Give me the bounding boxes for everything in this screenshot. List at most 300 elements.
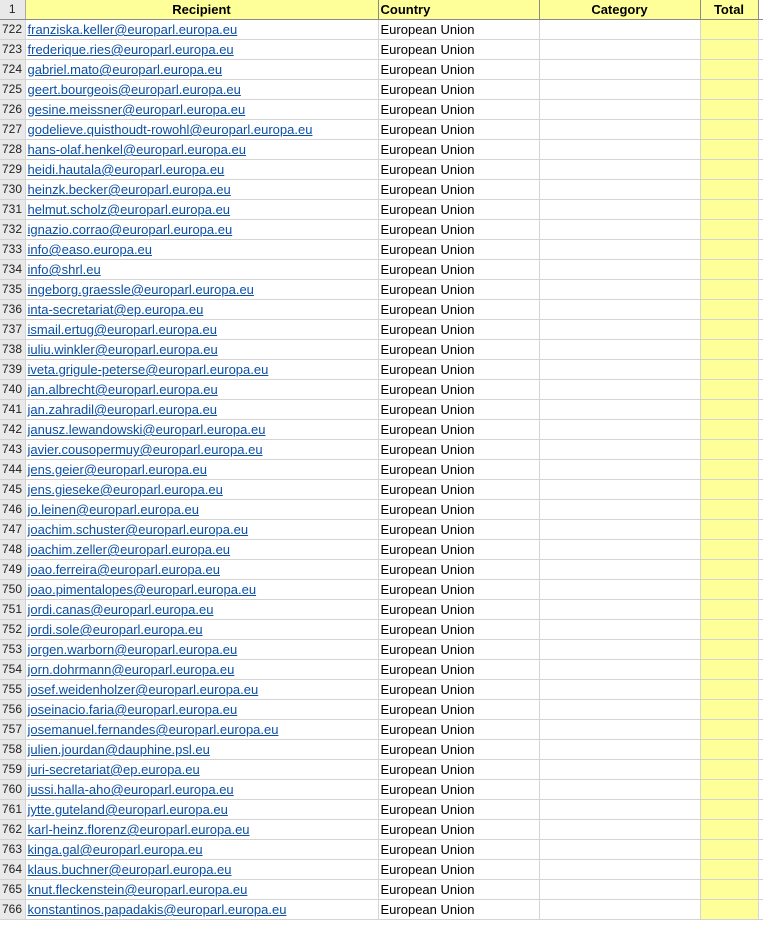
empty-cell[interactable] bbox=[758, 660, 763, 680]
row-number[interactable]: 750 bbox=[0, 580, 25, 600]
total-cell[interactable] bbox=[700, 180, 758, 200]
recipient-cell[interactable] bbox=[25, 340, 378, 360]
empty-cell[interactable] bbox=[758, 240, 763, 260]
recipient-email-link[interactable]: jan.albrecht@europarl.europa.eu bbox=[27, 382, 218, 397]
total-cell[interactable] bbox=[700, 620, 758, 640]
row-number[interactable]: 729 bbox=[0, 160, 25, 180]
recipient-cell[interactable] bbox=[25, 660, 378, 680]
row-number[interactable]: 751 bbox=[0, 600, 25, 620]
total-cell[interactable] bbox=[700, 900, 758, 920]
country-cell[interactable]: European Union bbox=[378, 40, 539, 60]
total-cell[interactable] bbox=[700, 380, 758, 400]
recipient-cell[interactable] bbox=[25, 200, 378, 220]
total-cell[interactable] bbox=[700, 800, 758, 820]
recipient-email-link[interactable]: jordi.sole@europarl.europa.eu bbox=[27, 622, 203, 637]
total-cell[interactable] bbox=[700, 60, 758, 80]
empty-cell[interactable] bbox=[758, 300, 763, 320]
recipient-cell[interactable] bbox=[25, 360, 378, 380]
empty-cell[interactable] bbox=[758, 640, 763, 660]
row-number[interactable]: 758 bbox=[0, 740, 25, 760]
category-cell[interactable] bbox=[539, 280, 700, 300]
category-cell[interactable] bbox=[539, 260, 700, 280]
recipient-cell[interactable] bbox=[25, 580, 378, 600]
row-number-header[interactable]: 1 bbox=[0, 0, 25, 20]
recipient-cell[interactable] bbox=[25, 800, 378, 820]
total-cell[interactable] bbox=[700, 160, 758, 180]
recipient-cell[interactable] bbox=[25, 880, 378, 900]
category-column-header[interactable]: Category bbox=[539, 0, 700, 20]
total-cell[interactable] bbox=[700, 660, 758, 680]
country-cell[interactable]: European Union bbox=[378, 660, 539, 680]
empty-cell[interactable] bbox=[758, 540, 763, 560]
recipient-email-link[interactable]: joao.ferreira@europarl.europa.eu bbox=[27, 562, 220, 577]
category-cell[interactable] bbox=[539, 840, 700, 860]
recipient-cell[interactable] bbox=[25, 640, 378, 660]
empty-cell[interactable] bbox=[758, 220, 763, 240]
empty-cell[interactable] bbox=[758, 260, 763, 280]
recipient-cell[interactable] bbox=[25, 120, 378, 140]
empty-cell[interactable] bbox=[758, 60, 763, 80]
country-cell[interactable]: European Union bbox=[378, 680, 539, 700]
category-cell[interactable] bbox=[539, 700, 700, 720]
category-cell[interactable] bbox=[539, 380, 700, 400]
country-cell[interactable]: European Union bbox=[378, 160, 539, 180]
total-cell[interactable] bbox=[700, 360, 758, 380]
category-cell[interactable] bbox=[539, 140, 700, 160]
empty-cell[interactable] bbox=[758, 340, 763, 360]
row-number[interactable]: 722 bbox=[0, 20, 25, 40]
recipient-cell[interactable] bbox=[25, 500, 378, 520]
category-cell[interactable] bbox=[539, 460, 700, 480]
country-cell[interactable]: European Union bbox=[378, 420, 539, 440]
total-cell[interactable] bbox=[700, 880, 758, 900]
row-number[interactable]: 761 bbox=[0, 800, 25, 820]
recipient-email-link[interactable]: joachim.schuster@europarl.europa.eu bbox=[27, 522, 249, 537]
category-cell[interactable] bbox=[539, 340, 700, 360]
recipient-email-link[interactable]: jorn.dohrmann@europarl.europa.eu bbox=[27, 662, 235, 677]
empty-cell[interactable] bbox=[758, 200, 763, 220]
country-cell[interactable]: European Union bbox=[378, 480, 539, 500]
country-cell[interactable]: European Union bbox=[378, 60, 539, 80]
country-cell[interactable]: European Union bbox=[378, 860, 539, 880]
row-number[interactable]: 766 bbox=[0, 900, 25, 920]
empty-cell[interactable] bbox=[758, 420, 763, 440]
recipient-cell[interactable] bbox=[25, 520, 378, 540]
total-cell[interactable] bbox=[700, 580, 758, 600]
country-cell[interactable]: European Union bbox=[378, 700, 539, 720]
empty-cell[interactable] bbox=[758, 740, 763, 760]
recipient-cell[interactable] bbox=[25, 280, 378, 300]
recipient-email-link[interactable]: janusz.lewandowski@europarl.europa.eu bbox=[27, 422, 266, 437]
recipient-cell[interactable] bbox=[25, 60, 378, 80]
recipient-email-link[interactable]: jordi.canas@europarl.europa.eu bbox=[27, 602, 214, 617]
total-cell[interactable] bbox=[700, 420, 758, 440]
recipient-email-link[interactable]: iveta.grigule-peterse@europarl.europa.eu bbox=[27, 362, 269, 377]
total-cell[interactable] bbox=[700, 820, 758, 840]
empty-cell[interactable] bbox=[758, 580, 763, 600]
category-cell[interactable] bbox=[539, 860, 700, 880]
row-number[interactable]: 732 bbox=[0, 220, 25, 240]
recipient-email-link[interactable]: heidi.hautala@europarl.europa.eu bbox=[27, 162, 225, 177]
category-cell[interactable] bbox=[539, 600, 700, 620]
empty-cell[interactable] bbox=[758, 520, 763, 540]
recipient-email-link[interactable]: joachim.zeller@europarl.europa.eu bbox=[27, 542, 231, 557]
category-cell[interactable] bbox=[539, 200, 700, 220]
country-cell[interactable]: European Union bbox=[378, 260, 539, 280]
recipient-email-link[interactable]: info@shrl.eu bbox=[27, 262, 101, 277]
row-number[interactable]: 754 bbox=[0, 660, 25, 680]
empty-cell[interactable] bbox=[758, 720, 763, 740]
country-cell[interactable]: European Union bbox=[378, 640, 539, 660]
recipient-cell[interactable] bbox=[25, 300, 378, 320]
row-number[interactable]: 764 bbox=[0, 860, 25, 880]
category-cell[interactable] bbox=[539, 820, 700, 840]
empty-cell[interactable] bbox=[758, 400, 763, 420]
row-number[interactable]: 725 bbox=[0, 80, 25, 100]
recipient-email-link[interactable]: hans-olaf.henkel@europarl.europa.eu bbox=[27, 142, 246, 157]
category-cell[interactable] bbox=[539, 160, 700, 180]
row-number[interactable]: 736 bbox=[0, 300, 25, 320]
row-number[interactable]: 737 bbox=[0, 320, 25, 340]
category-cell[interactable] bbox=[539, 360, 700, 380]
recipient-cell[interactable] bbox=[25, 620, 378, 640]
total-cell[interactable] bbox=[700, 600, 758, 620]
recipient-cell[interactable] bbox=[25, 600, 378, 620]
row-number[interactable]: 742 bbox=[0, 420, 25, 440]
recipient-email-link[interactable]: jan.zahradil@europarl.europa.eu bbox=[27, 402, 218, 417]
recipient-cell[interactable] bbox=[25, 780, 378, 800]
recipient-email-link[interactable]: frederique.ries@europarl.europa.eu bbox=[27, 42, 234, 57]
row-number[interactable]: 733 bbox=[0, 240, 25, 260]
row-number[interactable]: 752 bbox=[0, 620, 25, 640]
recipient-email-link[interactable]: joseinacio.faria@europarl.europa.eu bbox=[27, 702, 238, 717]
row-number[interactable]: 731 bbox=[0, 200, 25, 220]
row-number[interactable]: 763 bbox=[0, 840, 25, 860]
recipient-email-link[interactable]: jussi.halla-aho@europarl.europa.eu bbox=[27, 782, 234, 797]
empty-cell[interactable] bbox=[758, 320, 763, 340]
row-number[interactable]: 756 bbox=[0, 700, 25, 720]
category-cell[interactable] bbox=[539, 480, 700, 500]
recipient-email-link[interactable]: javier.cousopermuy@europarl.europa.eu bbox=[27, 442, 263, 457]
recipient-cell[interactable] bbox=[25, 440, 378, 460]
country-cell[interactable]: European Union bbox=[378, 580, 539, 600]
recipient-cell[interactable] bbox=[25, 720, 378, 740]
total-cell[interactable] bbox=[700, 400, 758, 420]
category-cell[interactable] bbox=[539, 560, 700, 580]
country-cell[interactable]: European Union bbox=[378, 520, 539, 540]
recipient-cell[interactable] bbox=[25, 20, 378, 40]
country-cell[interactable]: European Union bbox=[378, 800, 539, 820]
country-cell[interactable]: European Union bbox=[378, 220, 539, 240]
empty-cell[interactable] bbox=[758, 700, 763, 720]
total-cell[interactable] bbox=[700, 640, 758, 660]
row-number[interactable]: 753 bbox=[0, 640, 25, 660]
recipient-cell[interactable] bbox=[25, 80, 378, 100]
empty-cell[interactable] bbox=[758, 40, 763, 60]
total-cell[interactable] bbox=[700, 300, 758, 320]
total-cell[interactable] bbox=[700, 100, 758, 120]
country-cell[interactable]: European Union bbox=[378, 200, 539, 220]
recipient-email-link[interactable]: jo.leinen@europarl.europa.eu bbox=[27, 502, 199, 517]
empty-cell[interactable] bbox=[758, 600, 763, 620]
total-cell[interactable] bbox=[700, 700, 758, 720]
recipient-cell[interactable] bbox=[25, 380, 378, 400]
recipient-cell[interactable] bbox=[25, 240, 378, 260]
recipient-cell[interactable] bbox=[25, 140, 378, 160]
category-cell[interactable] bbox=[539, 60, 700, 80]
country-cell[interactable]: European Union bbox=[378, 360, 539, 380]
recipient-column-header[interactable]: Recipient bbox=[25, 0, 378, 20]
recipient-email-link[interactable]: konstantinos.papadakis@europarl.europa.eu bbox=[27, 902, 287, 917]
country-cell[interactable]: European Union bbox=[378, 880, 539, 900]
category-cell[interactable] bbox=[539, 220, 700, 240]
country-cell[interactable]: European Union bbox=[378, 120, 539, 140]
recipient-cell[interactable] bbox=[25, 460, 378, 480]
recipient-email-link[interactable]: geert.bourgeois@europarl.europa.eu bbox=[27, 82, 241, 97]
country-cell[interactable]: European Union bbox=[378, 500, 539, 520]
total-column-header[interactable]: Total bbox=[700, 0, 758, 20]
row-number[interactable]: 738 bbox=[0, 340, 25, 360]
empty-cell[interactable] bbox=[758, 900, 763, 920]
recipient-cell[interactable] bbox=[25, 820, 378, 840]
recipient-email-link[interactable]: josemanuel.fernandes@europarl.europa.eu bbox=[27, 722, 279, 737]
row-number[interactable]: 744 bbox=[0, 460, 25, 480]
country-cell[interactable]: European Union bbox=[378, 340, 539, 360]
recipient-email-link[interactable]: gesine.meissner@europarl.europa.eu bbox=[27, 102, 246, 117]
country-cell[interactable]: European Union bbox=[378, 240, 539, 260]
recipient-email-link[interactable]: kinga.gal@europarl.europa.eu bbox=[27, 842, 203, 857]
total-cell[interactable] bbox=[700, 440, 758, 460]
total-cell[interactable] bbox=[700, 680, 758, 700]
category-cell[interactable] bbox=[539, 240, 700, 260]
row-number[interactable]: 749 bbox=[0, 560, 25, 580]
empty-cell[interactable] bbox=[758, 100, 763, 120]
total-cell[interactable] bbox=[700, 740, 758, 760]
recipient-email-link[interactable]: joao.pimentalopes@europarl.europa.eu bbox=[27, 582, 257, 597]
recipient-email-link[interactable]: ingeborg.graessle@europarl.europa.eu bbox=[27, 282, 254, 297]
recipient-email-link[interactable]: info@easo.europa.eu bbox=[27, 242, 153, 257]
recipient-email-link[interactable]: jorgen.warborn@europarl.europa.eu bbox=[27, 642, 238, 657]
empty-cell[interactable] bbox=[758, 160, 763, 180]
row-number[interactable]: 759 bbox=[0, 760, 25, 780]
category-cell[interactable] bbox=[539, 800, 700, 820]
empty-cell[interactable] bbox=[758, 460, 763, 480]
recipient-cell[interactable] bbox=[25, 760, 378, 780]
total-cell[interactable] bbox=[700, 540, 758, 560]
country-cell[interactable]: European Union bbox=[378, 560, 539, 580]
recipient-cell[interactable] bbox=[25, 420, 378, 440]
recipient-email-link[interactable]: karl-heinz.florenz@europarl.europa.eu bbox=[27, 822, 250, 837]
recipient-cell[interactable] bbox=[25, 860, 378, 880]
category-cell[interactable] bbox=[539, 320, 700, 340]
recipient-email-link[interactable]: inta-secretariat@ep.europa.eu bbox=[27, 302, 204, 317]
recipient-cell[interactable] bbox=[25, 100, 378, 120]
category-cell[interactable] bbox=[539, 40, 700, 60]
recipient-cell[interactable] bbox=[25, 400, 378, 420]
empty-cell[interactable] bbox=[758, 800, 763, 820]
category-cell[interactable] bbox=[539, 760, 700, 780]
recipient-cell[interactable] bbox=[25, 700, 378, 720]
row-number[interactable]: 726 bbox=[0, 100, 25, 120]
empty-cell[interactable] bbox=[758, 760, 763, 780]
total-cell[interactable] bbox=[700, 480, 758, 500]
row-number[interactable]: 760 bbox=[0, 780, 25, 800]
recipient-email-link[interactable]: klaus.buchner@europarl.europa.eu bbox=[27, 862, 232, 877]
country-cell[interactable]: European Union bbox=[378, 400, 539, 420]
empty-cell[interactable] bbox=[758, 680, 763, 700]
category-cell[interactable] bbox=[539, 440, 700, 460]
country-cell[interactable]: European Union bbox=[378, 540, 539, 560]
row-number[interactable]: 740 bbox=[0, 380, 25, 400]
category-cell[interactable] bbox=[539, 500, 700, 520]
total-cell[interactable] bbox=[700, 340, 758, 360]
total-cell[interactable] bbox=[700, 840, 758, 860]
category-cell[interactable] bbox=[539, 120, 700, 140]
country-cell[interactable]: European Union bbox=[378, 460, 539, 480]
recipient-email-link[interactable]: ignazio.corrao@europarl.europa.eu bbox=[27, 222, 233, 237]
row-number[interactable]: 741 bbox=[0, 400, 25, 420]
country-cell[interactable]: European Union bbox=[378, 620, 539, 640]
recipient-email-link[interactable]: jytte.guteland@europarl.europa.eu bbox=[27, 802, 228, 817]
country-cell[interactable]: European Union bbox=[378, 720, 539, 740]
category-cell[interactable] bbox=[539, 740, 700, 760]
recipient-email-link[interactable]: jens.gieseke@europarl.europa.eu bbox=[27, 482, 223, 497]
recipient-email-link[interactable]: ismail.ertug@europarl.europa.eu bbox=[27, 322, 218, 337]
empty-cell[interactable] bbox=[758, 880, 763, 900]
recipient-email-link[interactable]: knut.fleckenstein@europarl.europa.eu bbox=[27, 882, 248, 897]
recipient-cell[interactable] bbox=[25, 900, 378, 920]
country-cell[interactable]: European Union bbox=[378, 820, 539, 840]
country-cell[interactable]: European Union bbox=[378, 20, 539, 40]
total-cell[interactable] bbox=[700, 780, 758, 800]
recipient-email-link[interactable]: juri-secretariat@ep.europa.eu bbox=[27, 762, 200, 777]
total-cell[interactable] bbox=[700, 40, 758, 60]
recipient-cell[interactable] bbox=[25, 160, 378, 180]
recipient-email-link[interactable]: iuliu.winkler@europarl.europa.eu bbox=[27, 342, 218, 357]
country-cell[interactable]: European Union bbox=[378, 80, 539, 100]
row-number[interactable]: 762 bbox=[0, 820, 25, 840]
total-cell[interactable] bbox=[700, 320, 758, 340]
category-cell[interactable] bbox=[539, 80, 700, 100]
total-cell[interactable] bbox=[700, 760, 758, 780]
category-cell[interactable] bbox=[539, 580, 700, 600]
recipient-cell[interactable] bbox=[25, 540, 378, 560]
recipient-email-link[interactable]: josef.weidenholzer@europarl.europa.eu bbox=[27, 682, 259, 697]
category-cell[interactable] bbox=[539, 540, 700, 560]
row-number[interactable]: 748 bbox=[0, 540, 25, 560]
category-cell[interactable] bbox=[539, 660, 700, 680]
row-number[interactable]: 724 bbox=[0, 60, 25, 80]
row-number[interactable]: 747 bbox=[0, 520, 25, 540]
total-cell[interactable] bbox=[700, 140, 758, 160]
total-cell[interactable] bbox=[700, 720, 758, 740]
category-cell[interactable] bbox=[539, 680, 700, 700]
recipient-cell[interactable] bbox=[25, 560, 378, 580]
recipient-cell[interactable] bbox=[25, 740, 378, 760]
empty-cell[interactable] bbox=[758, 620, 763, 640]
category-cell[interactable] bbox=[539, 420, 700, 440]
row-number[interactable]: 743 bbox=[0, 440, 25, 460]
empty-cell[interactable] bbox=[758, 80, 763, 100]
recipient-cell[interactable] bbox=[25, 220, 378, 240]
category-cell[interactable] bbox=[539, 20, 700, 40]
country-cell[interactable]: European Union bbox=[378, 100, 539, 120]
total-cell[interactable] bbox=[700, 500, 758, 520]
country-cell[interactable]: European Union bbox=[378, 600, 539, 620]
country-cell[interactable]: European Union bbox=[378, 440, 539, 460]
country-cell[interactable]: European Union bbox=[378, 180, 539, 200]
empty-cell[interactable] bbox=[758, 360, 763, 380]
category-cell[interactable] bbox=[539, 640, 700, 660]
recipient-email-link[interactable]: godelieve.quisthoudt-rowohl@europarl.europa.eu bbox=[27, 122, 313, 137]
country-cell[interactable]: European Union bbox=[378, 320, 539, 340]
category-cell[interactable] bbox=[539, 720, 700, 740]
empty-cell[interactable] bbox=[758, 440, 763, 460]
empty-cell[interactable] bbox=[758, 860, 763, 880]
row-number[interactable]: 746 bbox=[0, 500, 25, 520]
row-number[interactable]: 735 bbox=[0, 280, 25, 300]
empty-cell[interactable] bbox=[758, 820, 763, 840]
country-cell[interactable]: European Union bbox=[378, 280, 539, 300]
country-cell[interactable]: European Union bbox=[378, 760, 539, 780]
category-cell[interactable] bbox=[539, 780, 700, 800]
total-cell[interactable] bbox=[700, 20, 758, 40]
total-cell[interactable] bbox=[700, 520, 758, 540]
country-cell[interactable]: European Union bbox=[378, 840, 539, 860]
category-cell[interactable] bbox=[539, 900, 700, 920]
total-cell[interactable] bbox=[700, 80, 758, 100]
empty-cell[interactable] bbox=[758, 20, 763, 40]
row-number[interactable]: 745 bbox=[0, 480, 25, 500]
row-number[interactable]: 734 bbox=[0, 260, 25, 280]
total-cell[interactable] bbox=[700, 860, 758, 880]
row-number[interactable]: 739 bbox=[0, 360, 25, 380]
category-cell[interactable] bbox=[539, 620, 700, 640]
recipient-cell[interactable] bbox=[25, 840, 378, 860]
total-cell[interactable] bbox=[700, 260, 758, 280]
row-number[interactable]: 730 bbox=[0, 180, 25, 200]
total-cell[interactable] bbox=[700, 460, 758, 480]
category-cell[interactable] bbox=[539, 880, 700, 900]
recipient-email-link[interactable]: julien.jourdan@dauphine.psl.eu bbox=[27, 742, 210, 757]
row-number[interactable]: 723 bbox=[0, 40, 25, 60]
row-number[interactable]: 728 bbox=[0, 140, 25, 160]
empty-cell[interactable] bbox=[758, 500, 763, 520]
empty-cell[interactable] bbox=[758, 140, 763, 160]
empty-cell[interactable] bbox=[758, 560, 763, 580]
country-cell[interactable]: European Union bbox=[378, 140, 539, 160]
recipient-email-link[interactable]: heinzk.becker@europarl.europa.eu bbox=[27, 182, 231, 197]
total-cell[interactable] bbox=[700, 560, 758, 580]
recipient-cell[interactable] bbox=[25, 40, 378, 60]
row-number[interactable]: 757 bbox=[0, 720, 25, 740]
empty-cell[interactable] bbox=[758, 780, 763, 800]
recipient-email-link[interactable]: franziska.keller@europarl.europa.eu bbox=[27, 22, 238, 37]
category-cell[interactable] bbox=[539, 180, 700, 200]
country-column-header[interactable]: Country bbox=[378, 0, 539, 20]
total-cell[interactable] bbox=[700, 220, 758, 240]
recipient-email-link[interactable]: helmut.scholz@europarl.europa.eu bbox=[27, 202, 231, 217]
row-number[interactable]: 755 bbox=[0, 680, 25, 700]
recipient-email-link[interactable]: jens.geier@europarl.europa.eu bbox=[27, 462, 207, 477]
row-number[interactable]: 765 bbox=[0, 880, 25, 900]
empty-cell[interactable] bbox=[758, 840, 763, 860]
empty-cell[interactable] bbox=[758, 480, 763, 500]
empty-cell[interactable] bbox=[758, 180, 763, 200]
total-cell[interactable] bbox=[700, 240, 758, 260]
recipient-cell[interactable] bbox=[25, 260, 378, 280]
recipient-cell[interactable] bbox=[25, 320, 378, 340]
